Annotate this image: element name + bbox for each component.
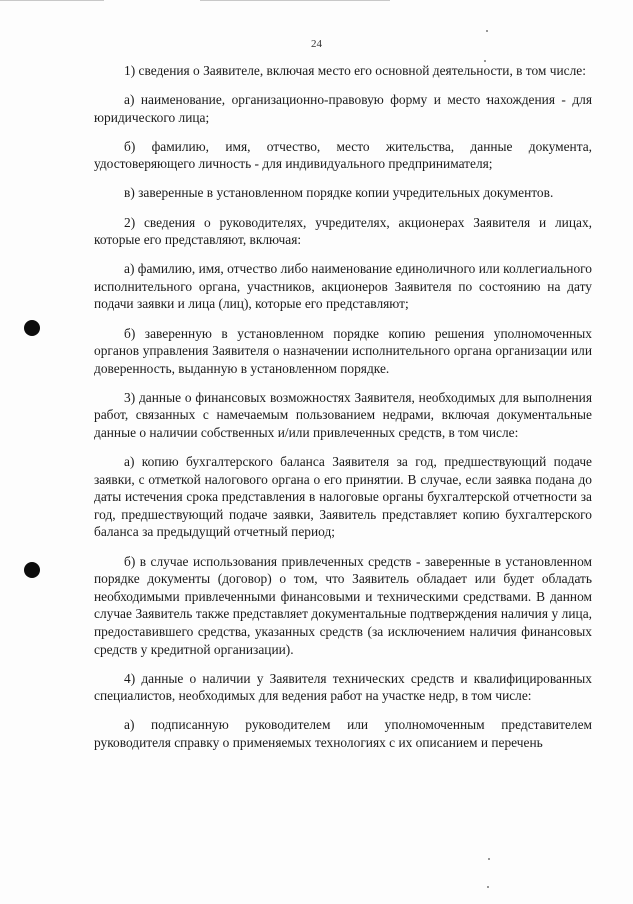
paragraph-2b: б) заверенную в установленном порядке копию решения уполномоченных органов управления Заявителя о назначении исполнительного органа организации или доверенность, выданную в установленном порядке. xyxy=(94,325,592,376)
paragraph-4: 4) данные о наличии у Заявителя технических средств и квалифицированных специалистов, необходимых для ведения работ на участке недр, в том числе: xyxy=(94,670,592,704)
scan-speck xyxy=(487,886,489,888)
page-number: 24 xyxy=(311,38,322,50)
scan-speck xyxy=(488,858,490,860)
paragraph-1: 1) сведения о Заявителе, включая место его основной деятельности, в том числе: xyxy=(124,63,586,78)
paragraph-3b: б) в случае использования привлеченных средств - заверенные в установленном порядке документы (договор) о том, что Заявитель обладает или будет обладать необходимыми привлеченными финансовыми и техническими средствами. В данном случае Заявитель также представляет документальные подтверждения наличия у лица, предоставившего средства, указанных средств (за исключением наличия финансовых средств у кредитной организации). xyxy=(94,553,592,657)
paragraph-4a: а) подписанную руководителем или уполномоченным представителем руководителя справку о применяемых технологиях с их описанием и перечень xyxy=(94,717,592,750)
punch-hole-top xyxy=(24,320,40,336)
paragraph-3: 3) данные о финансовых возможностях Заявителя, необходимых для выполнения работ, связанных с намечаемым пользованием недрами, включая документальные данные о наличии собственных и/или привлеченных средств, в том числе: xyxy=(94,389,592,440)
paragraph-1b: б) фамилию, имя, отчество, место жительства, данные документа, удостоверяющего личность - для индивидуального предпринимателя; xyxy=(94,138,592,172)
document-body xyxy=(94,62,592,763)
scan-edge-line xyxy=(0,0,104,1)
paragraph-1a: а) наименование, организационно-правовую форму и место нахождения - для юридического лица; xyxy=(94,92,592,125)
paragraph-2a: а) фамилию, имя, отчество либо наименование единоличного или коллегиального исполнительного органа, участников, акционеров Заявителя по состоянию на дату подачи заявки и лица (лиц), которые его представляют; xyxy=(94,261,592,312)
paragraph-1c: в) заверенные в установленном порядке копии учредительных документов. xyxy=(124,185,554,201)
paragraph-2: 2) сведения о руководителях, учредителях, акционерах Заявителя и лицах, которые его представляют, включая: xyxy=(94,214,592,248)
punch-hole-bottom xyxy=(24,562,40,578)
scan-speck xyxy=(486,30,488,32)
paragraph-3a: а) копию бухгалтерского баланса Заявителя за год, предшествующий подаче заявки, с отметкой налогового органа о его принятии. В случае, если заявка подана до даты истечения срока представления в налоговые органы бухгалтерской отчетности за год, предшествующий подаче заявки, Заявитель представляет копию бухгалтерского баланса за предыдущий отчетный период; xyxy=(94,454,592,540)
scan-edge-line xyxy=(200,0,390,1)
